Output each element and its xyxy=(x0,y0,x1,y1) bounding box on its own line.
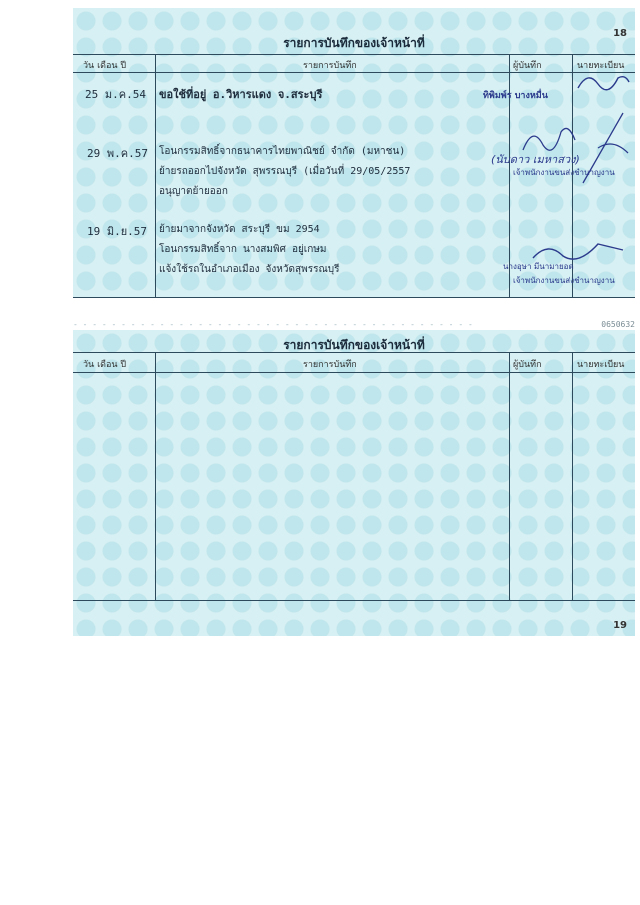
header-rule-top xyxy=(73,54,635,55)
page-number: 19 xyxy=(613,620,627,631)
column-header-record: รายการบันทึก xyxy=(303,360,357,370)
entry-line: อนุญาตย้ายออก xyxy=(159,186,228,197)
column-header-recorder: ผู้บันทึก xyxy=(513,360,542,370)
page-title: รายการบันทึกของเจ้าหน้าที่ xyxy=(283,338,425,352)
registrar-signature-1 xyxy=(573,68,633,98)
column-header-date: วัน เดือน ปี xyxy=(83,61,127,71)
serial-strip: - - - - - - - - - - - - - - - - - - - - - - - - - - - - - - - - - - - - - - - - - - 0650632 xyxy=(73,320,635,329)
header-rule-top xyxy=(73,352,635,353)
record-page-top xyxy=(73,8,635,298)
officer-position-stamp: เจ้าพนักงานขนส่งชำนาญงาน xyxy=(513,168,615,177)
table-bottom-rule xyxy=(73,600,635,601)
column-divider xyxy=(155,352,156,601)
column-header-record: รายการบันทึก xyxy=(303,61,357,71)
column-divider xyxy=(155,54,156,298)
record-page-bottom xyxy=(73,330,635,636)
column-header-registrar: นายทะเบียน xyxy=(577,61,625,71)
column-divider xyxy=(509,352,510,601)
entry-line: แจ้งใช้รถในอำเภอเมือง จังหวัดสุพรรณบุรี xyxy=(159,264,340,275)
header-rule-bottom xyxy=(73,72,635,73)
entry-line: ย้ายรถออกไปจังหวัด สุพรรณบุรี (เมื่อวันที่ 29/05/2557 xyxy=(159,166,411,177)
header-rule-bottom xyxy=(73,372,635,373)
entry-date: 19 มิ.ย.57 xyxy=(87,225,148,238)
column-divider xyxy=(572,352,573,601)
entry-line: ย้ายมาจากจังหวัด สระบุรี ขม 2954 xyxy=(159,224,320,235)
column-header-recorder: ผู้บันทึก xyxy=(513,61,542,71)
column-header-registrar: นายทะเบียน xyxy=(577,360,625,370)
entry-date: 25 ม.ค.54 xyxy=(85,88,146,101)
page-number: 18 xyxy=(613,28,627,39)
officer-name-stamp: นางอุษา มีนามายอด xyxy=(503,262,574,271)
column-header-date: วัน เดือน ปี xyxy=(83,360,127,370)
entry-date: 29 พ.ค.57 xyxy=(87,147,148,160)
officer-position-stamp: เจ้าพนักงานขนส่งชำนาญงาน xyxy=(513,276,615,285)
recorder-signature-name: ทิพิมพ์ร บางหมื่น xyxy=(483,91,548,101)
entry-line: โอนกรรมสิทธิ์จาก นางสมพิศ อยู่เกษม xyxy=(159,244,327,255)
serial-number: 0650632 xyxy=(601,320,635,329)
page-title: รายการบันทึกของเจ้าหน้าที่ xyxy=(283,36,425,50)
entry-line: โอนกรรมสิทธิ์จากธนาคารไทยพาณิชย์ จำกัด (มหาชน) xyxy=(159,146,406,157)
officer-name-stamp: (นับดาว เมหาสวง) xyxy=(491,153,580,166)
entry-line: ขอใช้ที่อยู่ อ.วิหารแดง จ.สระบุรี xyxy=(159,88,323,101)
table-bottom-rule xyxy=(73,297,635,298)
